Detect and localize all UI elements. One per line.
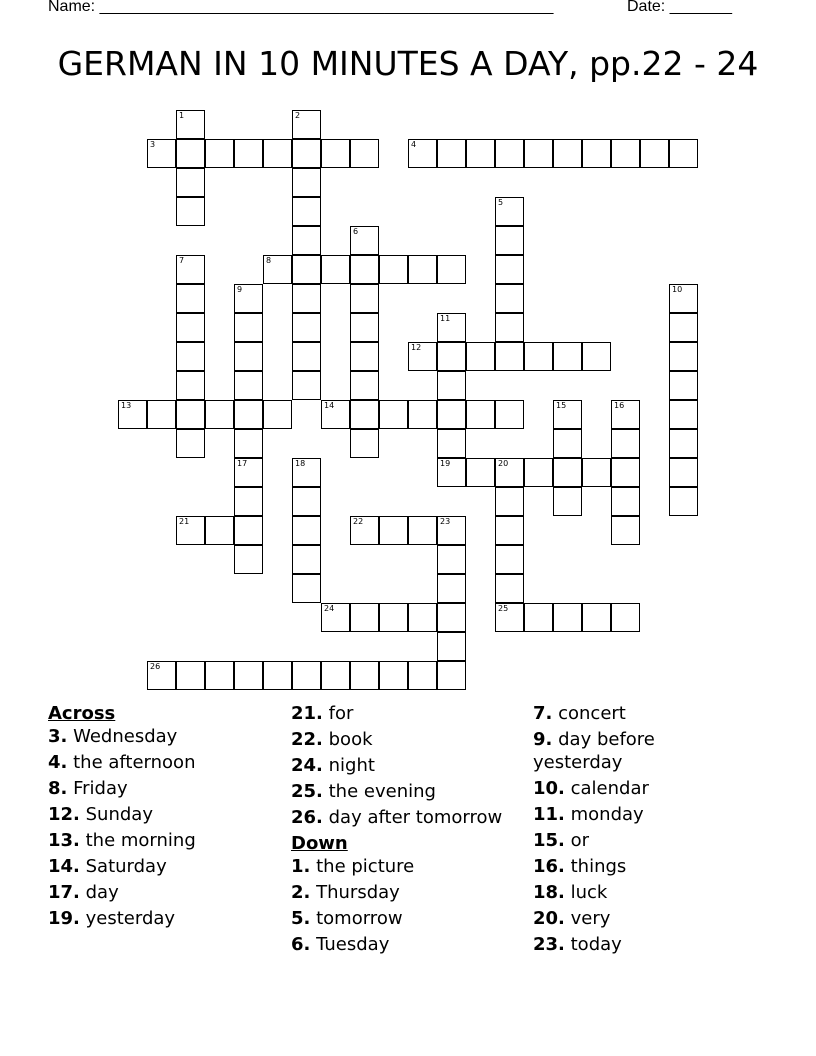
- clue-number: 6: [353, 227, 359, 236]
- grid-cell[interactable]: [669, 487, 698, 516]
- clue-item-number: 24.: [291, 755, 323, 776]
- clue-item-number: 23.: [533, 934, 565, 955]
- clue-item-text: Wednesday: [73, 726, 178, 747]
- clue-item-text: Saturday: [85, 856, 167, 877]
- clue-item: [291, 806, 526, 829]
- clue-number: 22: [353, 517, 364, 526]
- clue-item-text: Friday: [73, 778, 128, 799]
- grid-cell[interactable]: [147, 139, 176, 168]
- grid-cell[interactable]: [350, 255, 379, 284]
- clue-item-number: 1.: [291, 856, 311, 877]
- grid-cell[interactable]: [234, 400, 263, 429]
- clue-number: 7: [179, 256, 185, 265]
- grid-cell[interactable]: [176, 400, 205, 429]
- grid-cell[interactable]: [234, 139, 263, 168]
- grid-cell[interactable]: [379, 516, 408, 545]
- clue-item: [291, 728, 526, 751]
- grid-cell[interactable]: [495, 342, 524, 371]
- grid-cell[interactable]: [582, 342, 611, 371]
- clue-number: 26: [150, 662, 161, 671]
- grid-cell[interactable]: [669, 458, 698, 487]
- clue-item: [291, 855, 526, 878]
- page-title: GERMAN IN 10 MINUTES A DAY, pp.22 - 24: [57, 44, 759, 83]
- grid-cell[interactable]: [350, 371, 379, 400]
- grid-cell[interactable]: [321, 139, 350, 168]
- grid-cell[interactable]: [350, 284, 379, 313]
- clue-number: 14: [324, 401, 335, 410]
- grid-cell[interactable]: [379, 603, 408, 632]
- grid-cell[interactable]: [611, 139, 640, 168]
- clue-item-number: 7.: [533, 703, 553, 724]
- clue-item-text: calendar: [570, 778, 649, 799]
- grid-cell[interactable]: [408, 603, 437, 632]
- clue-item-text: concert: [558, 703, 626, 724]
- grid-cell[interactable]: [205, 516, 234, 545]
- grid-cell[interactable]: [234, 661, 263, 690]
- clue-item-number: 18.: [533, 882, 565, 903]
- clue-number: 8: [266, 256, 272, 265]
- grid-cell[interactable]: [292, 168, 321, 197]
- clue-item-text: Sunday: [85, 804, 153, 825]
- grid-cell[interactable]: [669, 342, 698, 371]
- clue-item-number: 12.: [48, 804, 80, 825]
- grid-cell[interactable]: [466, 458, 495, 487]
- grid-cell[interactable]: [292, 197, 321, 226]
- grid-cell[interactable]: [176, 342, 205, 371]
- clue-item-text: yesterday: [85, 908, 176, 929]
- grid-cell[interactable]: [234, 284, 263, 313]
- clue-item-text: night: [328, 755, 375, 776]
- grid-cell[interactable]: [292, 545, 321, 574]
- grid-cell[interactable]: [553, 487, 582, 516]
- clue-number: 1: [179, 111, 185, 120]
- grid-cell[interactable]: [437, 139, 466, 168]
- grid-cell[interactable]: [437, 661, 466, 690]
- grid-cell[interactable]: [292, 516, 321, 545]
- grid-cell[interactable]: [437, 313, 466, 342]
- grid-cell[interactable]: [350, 400, 379, 429]
- clue-number: 24: [324, 604, 335, 613]
- clue-number: 5: [498, 198, 504, 207]
- clue-number: 15: [556, 401, 567, 410]
- grid-cell[interactable]: [495, 284, 524, 313]
- clue-item-text: day after tomorrow: [328, 807, 503, 828]
- clue-item-number: 10.: [533, 778, 565, 799]
- grid-cell[interactable]: [495, 487, 524, 516]
- grid-cell[interactable]: [234, 342, 263, 371]
- grid-cell[interactable]: [292, 342, 321, 371]
- grid-cell[interactable]: [669, 371, 698, 400]
- clue-item-number: 25.: [291, 781, 323, 802]
- grid-cell[interactable]: [495, 139, 524, 168]
- grid-cell[interactable]: [611, 516, 640, 545]
- clue-item-text: very: [570, 908, 611, 929]
- grid-cell[interactable]: [292, 139, 321, 168]
- clue-item-number: 19.: [48, 908, 80, 929]
- grid-cell[interactable]: [466, 342, 495, 371]
- grid-cell[interactable]: [437, 255, 466, 284]
- grid-cell[interactable]: [350, 313, 379, 342]
- clue-number: 20: [498, 459, 509, 468]
- grid-cell[interactable]: [234, 429, 263, 458]
- grid-cell[interactable]: [292, 371, 321, 400]
- clue-item-text: the afternoon: [73, 752, 196, 773]
- grid-cell[interactable]: [176, 197, 205, 226]
- grid-cell[interactable]: [176, 516, 205, 545]
- grid-cell[interactable]: [553, 400, 582, 429]
- clue-number: 10: [672, 285, 683, 294]
- clue-item-text: tomorrow: [316, 908, 403, 929]
- clue-item: [533, 881, 683, 904]
- grid-cell[interactable]: [437, 400, 466, 429]
- clue-item-number: 2.: [291, 882, 311, 903]
- clue-number: 11: [440, 314, 451, 323]
- grid-cell[interactable]: [437, 632, 466, 661]
- clue-item-text: day before yesterday: [533, 729, 655, 773]
- grid-cell[interactable]: [669, 400, 698, 429]
- clue-number: 2: [295, 111, 301, 120]
- clue-heading: Down: [291, 833, 348, 854]
- grid-cell[interactable]: [437, 371, 466, 400]
- grid-cell[interactable]: [176, 313, 205, 342]
- grid-cell[interactable]: [582, 139, 611, 168]
- grid-cell[interactable]: [669, 313, 698, 342]
- grid-cell[interactable]: [524, 458, 553, 487]
- clue-item-number: 3.: [48, 726, 68, 747]
- clue-item: [48, 907, 278, 930]
- clue-item: [291, 754, 526, 777]
- clue-item-text: the evening: [328, 781, 436, 802]
- grid-cell[interactable]: [321, 400, 350, 429]
- clue-item-number: 8.: [48, 778, 68, 799]
- grid-cell[interactable]: [292, 284, 321, 313]
- grid-cell[interactable]: [553, 139, 582, 168]
- grid-cell[interactable]: [582, 458, 611, 487]
- clue-item: [48, 725, 278, 748]
- grid-cell[interactable]: [466, 400, 495, 429]
- clue-item: [291, 881, 526, 904]
- grid-cell[interactable]: [205, 400, 234, 429]
- grid-cell[interactable]: [263, 400, 292, 429]
- grid-cell[interactable]: [147, 400, 176, 429]
- grid-cell[interactable]: [495, 255, 524, 284]
- clue-item: [291, 907, 526, 930]
- grid-cell[interactable]: [437, 603, 466, 632]
- grid-cell[interactable]: [379, 255, 408, 284]
- clue-item: [533, 855, 683, 878]
- clue-item-number: 16.: [533, 856, 565, 877]
- grid-cell[interactable]: [611, 487, 640, 516]
- clue-number: 3: [150, 140, 156, 149]
- clue-number: 19: [440, 459, 451, 468]
- grid-cell[interactable]: [350, 661, 379, 690]
- grid-cell[interactable]: [176, 661, 205, 690]
- grid-cell[interactable]: [611, 603, 640, 632]
- clue-item-text: Tuesday: [316, 934, 390, 955]
- clue-item-number: 20.: [533, 908, 565, 929]
- grid-cell[interactable]: [292, 110, 321, 139]
- grid-cell[interactable]: [495, 226, 524, 255]
- clue-item: [533, 777, 683, 800]
- clue-number: 21: [179, 517, 190, 526]
- clue-item: [533, 728, 683, 774]
- clue-item: [533, 933, 683, 956]
- grid-cell[interactable]: [437, 516, 466, 545]
- clue-column-3: [533, 702, 683, 959]
- grid-cell[interactable]: [611, 458, 640, 487]
- clue-item: [533, 829, 683, 852]
- clue-heading: Across: [48, 703, 116, 724]
- grid-cell[interactable]: [495, 197, 524, 226]
- clue-number: 9: [237, 285, 243, 294]
- grid-cell[interactable]: [350, 603, 379, 632]
- clue-item-number: 26.: [291, 807, 323, 828]
- clue-item-text: for: [328, 703, 354, 724]
- clue-item: [48, 777, 278, 800]
- clue-number: 12: [411, 343, 422, 352]
- grid-cell[interactable]: [669, 139, 698, 168]
- name-field-label[interactable]: Name: ___________________________________________________: [48, 0, 554, 15]
- grid-cell[interactable]: [350, 516, 379, 545]
- clue-number: 17: [237, 459, 248, 468]
- grid-cell[interactable]: [234, 458, 263, 487]
- clue-item: [533, 803, 683, 826]
- clue-item-text: Thursday: [316, 882, 400, 903]
- clue-item: [291, 933, 526, 956]
- clue-item-text: or: [570, 830, 590, 851]
- clue-item-number: 4.: [48, 752, 68, 773]
- grid-cell[interactable]: [524, 139, 553, 168]
- clue-item-number: 5.: [291, 908, 311, 929]
- clue-item-number: 9.: [533, 729, 553, 750]
- clue-number: 13: [121, 401, 132, 410]
- grid-cell[interactable]: [234, 516, 263, 545]
- grid-cell[interactable]: [437, 458, 466, 487]
- grid-cell[interactable]: [292, 458, 321, 487]
- clue-item: [48, 803, 278, 826]
- grid-cell[interactable]: [553, 342, 582, 371]
- grid-cell[interactable]: [350, 342, 379, 371]
- grid-cell[interactable]: [495, 313, 524, 342]
- clue-item-text: the morning: [85, 830, 196, 851]
- clue-item-number: 13.: [48, 830, 80, 851]
- clue-item: [48, 855, 278, 878]
- grid-cell[interactable]: [292, 255, 321, 284]
- clue-item-number: 14.: [48, 856, 80, 877]
- grid-cell[interactable]: [495, 516, 524, 545]
- grid-cell[interactable]: [669, 429, 698, 458]
- clue-number: 18: [295, 459, 306, 468]
- grid-cell[interactable]: [582, 603, 611, 632]
- grid-cell[interactable]: [524, 603, 553, 632]
- clue-item-text: day: [85, 882, 119, 903]
- grid-cell[interactable]: [176, 139, 205, 168]
- grid-cell[interactable]: [176, 284, 205, 313]
- clue-number: 25: [498, 604, 509, 613]
- clue-item-text: monday: [570, 804, 644, 825]
- grid-cell[interactable]: [234, 371, 263, 400]
- clue-item: [48, 881, 278, 904]
- grid-cell[interactable]: [553, 458, 582, 487]
- clue-number: 23: [440, 517, 451, 526]
- clue-column-2: [291, 702, 526, 959]
- grid-cell[interactable]: [611, 400, 640, 429]
- grid-cell[interactable]: [176, 371, 205, 400]
- clue-item-text: today: [570, 934, 622, 955]
- grid-cell[interactable]: [437, 545, 466, 574]
- grid-cell[interactable]: [176, 168, 205, 197]
- clue-item-text: book: [328, 729, 373, 750]
- grid-cell[interactable]: [408, 400, 437, 429]
- clue-item-text: things: [570, 856, 627, 877]
- clue-item-text: the picture: [316, 856, 415, 877]
- clue-item-number: 15.: [533, 830, 565, 851]
- date-field-label[interactable]: Date: _______: [627, 0, 732, 15]
- grid-cell[interactable]: [669, 284, 698, 313]
- grid-cell[interactable]: [350, 139, 379, 168]
- clue-item: [291, 702, 526, 725]
- grid-cell[interactable]: [495, 603, 524, 632]
- clue-item: [533, 907, 683, 930]
- grid-cell[interactable]: [495, 574, 524, 603]
- grid-cell[interactable]: [321, 255, 350, 284]
- grid-cell[interactable]: [524, 342, 553, 371]
- grid-cell[interactable]: [234, 313, 263, 342]
- grid-cell[interactable]: [350, 226, 379, 255]
- clue-number: 4: [411, 140, 417, 149]
- clue-item: [48, 751, 278, 774]
- clue-item: [48, 829, 278, 852]
- clue-item-number: 11.: [533, 804, 565, 825]
- grid-cell[interactable]: [495, 545, 524, 574]
- grid-cell[interactable]: [292, 226, 321, 255]
- grid-cell[interactable]: [466, 139, 495, 168]
- grid-cell[interactable]: [234, 487, 263, 516]
- grid-cell[interactable]: [611, 429, 640, 458]
- grid-cell[interactable]: [495, 400, 524, 429]
- grid-cell[interactable]: [379, 400, 408, 429]
- grid-cell[interactable]: [292, 574, 321, 603]
- grid-cell[interactable]: [263, 661, 292, 690]
- grid-cell[interactable]: [379, 661, 408, 690]
- grid-cell[interactable]: [234, 545, 263, 574]
- clue-item-number: 21.: [291, 703, 323, 724]
- clue-column-1: [48, 702, 278, 933]
- grid-cell[interactable]: [292, 487, 321, 516]
- grid-cell[interactable]: [408, 342, 437, 371]
- clue-number: 16: [614, 401, 625, 410]
- grid-cell[interactable]: [176, 429, 205, 458]
- clue-item-number: 6.: [291, 934, 311, 955]
- grid-cell[interactable]: [437, 429, 466, 458]
- grid-cell[interactable]: [553, 603, 582, 632]
- grid-cell[interactable]: [495, 458, 524, 487]
- clue-item: [291, 780, 526, 803]
- grid-cell[interactable]: [437, 574, 466, 603]
- clue-item-number: 17.: [48, 882, 80, 903]
- grid-cell[interactable]: [321, 603, 350, 632]
- grid-cell[interactable]: [321, 661, 350, 690]
- grid-cell[interactable]: [408, 139, 437, 168]
- grid-cell[interactable]: [147, 661, 176, 690]
- clue-item-number: 22.: [291, 729, 323, 750]
- clue-item-text: luck: [570, 882, 608, 903]
- clue-item: [533, 702, 683, 725]
- grid-cell[interactable]: [408, 661, 437, 690]
- grid-cell[interactable]: [640, 139, 669, 168]
- grid-cell[interactable]: [263, 255, 292, 284]
- grid-cell[interactable]: [205, 139, 234, 168]
- grid-cell[interactable]: [176, 110, 205, 139]
- grid-cell[interactable]: [205, 661, 234, 690]
- grid-cell[interactable]: [350, 429, 379, 458]
- grid-cell[interactable]: [553, 429, 582, 458]
- grid-cell[interactable]: [118, 400, 147, 429]
- grid-cell[interactable]: [292, 661, 321, 690]
- grid-cell[interactable]: [292, 313, 321, 342]
- grid-cell[interactable]: [408, 255, 437, 284]
- grid-cell[interactable]: [437, 342, 466, 371]
- grid-cell[interactable]: [176, 255, 205, 284]
- grid-cell[interactable]: [263, 139, 292, 168]
- grid-cell[interactable]: [408, 516, 437, 545]
